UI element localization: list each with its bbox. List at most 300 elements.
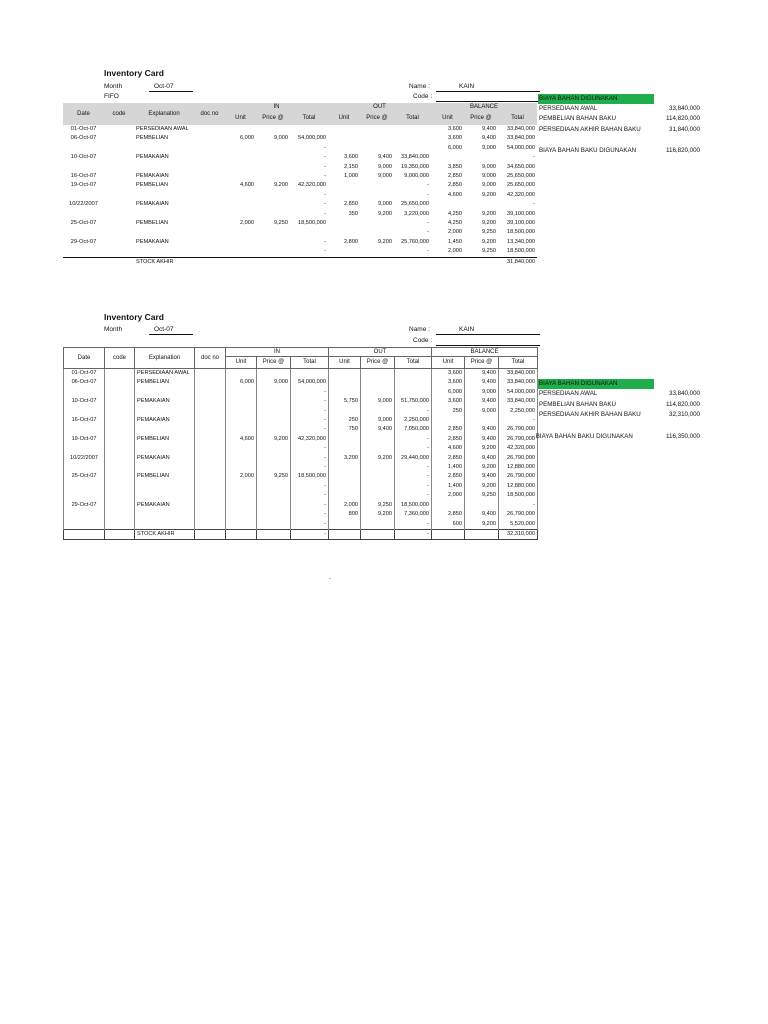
cell-balance-price: 9,400 [465, 454, 499, 463]
name-label: Name : [409, 326, 430, 333]
month-label: Month [104, 83, 123, 90]
cell-balance-total: 33,840,000 [499, 378, 538, 387]
cell-in-unit: 6,000 [226, 378, 257, 387]
cell-in-unit [225, 247, 256, 257]
cell-date [63, 163, 104, 172]
cell-out-unit [329, 369, 361, 379]
cell-date: 19-Oct-07 [64, 435, 105, 444]
table-row [64, 510, 538, 519]
table-row [63, 144, 537, 153]
cell-balance-price: 9,200 [482, 220, 496, 227]
cell-balance-total: 54,000,000 [507, 144, 535, 151]
table-row [63, 200, 537, 209]
cell-out-price: 9,000 [361, 416, 395, 425]
cell-balance-price: 9,400 [465, 510, 499, 519]
table-row [63, 134, 537, 143]
cell-out-total: - [395, 520, 432, 530]
cell-in-price: 9,250 [274, 220, 288, 227]
cell-doc-no [195, 416, 226, 425]
cell-balance-price: 9,400 [465, 378, 499, 387]
cell-out-unit: 350 [348, 210, 358, 217]
inventory-table [63, 347, 538, 540]
table-row [64, 454, 538, 463]
code-underline [436, 101, 540, 102]
cell-in-total: - [291, 501, 329, 510]
cell-out-price: 9,400 [378, 154, 392, 161]
table-row [64, 435, 538, 444]
cell-in-unit [225, 238, 256, 247]
cell-doc-no [194, 144, 225, 153]
cell-in-price [256, 172, 290, 181]
name-underline [436, 91, 540, 92]
summary-row [538, 114, 700, 124]
cell-code [104, 228, 134, 237]
cell-in-total [290, 125, 328, 134]
cell-out-unit [328, 228, 360, 237]
table-row [64, 463, 538, 472]
cell-code [104, 144, 134, 153]
table-row [64, 369, 538, 379]
cell-date: 29-Oct-07 [64, 501, 105, 510]
cell-out-unit: 750 [329, 425, 361, 434]
cell-code [105, 472, 135, 481]
cell-balance-total: 33,840,000 [507, 135, 535, 142]
cell-out-total: 25,760,000 [401, 238, 429, 245]
cell-out-price: 9,200 [378, 238, 392, 245]
cell-explanation: PEMAKAIAN [135, 454, 195, 463]
summary-label: PERSEDIAAN AKHIR BAHAN BAKU [539, 126, 641, 133]
cell-balance-unit: 2,850 [448, 182, 462, 189]
cell-in-total: - [291, 407, 329, 416]
cell-doc-no [194, 181, 225, 190]
cell-balance-unit: 2,850 [432, 425, 465, 434]
cell-in-price [257, 510, 291, 519]
cell-out-total [395, 369, 432, 379]
cell-date [64, 491, 105, 500]
cell-in-price [256, 163, 290, 172]
summary-row [538, 94, 700, 104]
cell-doc-no [194, 172, 225, 181]
cell-balance-price: 9,250 [482, 229, 496, 236]
cell-out-price: 9,400 [361, 425, 395, 434]
summary-row [538, 410, 700, 420]
cell-in-total: - [291, 397, 329, 406]
header-in-unit: Unit [235, 115, 246, 121]
header-balance-total: Total [499, 357, 538, 369]
cell-explanation: PERSEDIAAN AWAL [136, 126, 189, 132]
cell-out-price [361, 482, 395, 491]
header-code: code [112, 111, 126, 117]
cell-explanation [135, 444, 195, 453]
cell-in-price [257, 444, 291, 453]
cell-out-total: - [395, 491, 432, 500]
cell-doc-no [194, 200, 225, 209]
summary-value: 33,840,000 [669, 105, 700, 112]
cell-balance-price: 9,000 [482, 182, 496, 189]
header-code: code [105, 348, 135, 369]
cell-out-total: 33,840,000 [401, 154, 429, 161]
cell-balance-unit [432, 501, 465, 510]
cell-balance-price: 9,200 [482, 191, 496, 198]
summary-label: - BIAYA BAHAN BAKU DIGUNAKAN [532, 433, 633, 440]
summary-row [538, 400, 700, 410]
stock-akhir-row [63, 257, 537, 267]
table-row [64, 520, 538, 530]
cell-doc-no [195, 435, 226, 444]
cell-in-price [257, 482, 291, 491]
cell-out-price: 9,000 [378, 201, 392, 208]
name-label: Name : [409, 83, 430, 90]
header-balance-price: Price @ [465, 357, 499, 369]
header-out-price: Price @ [361, 357, 395, 369]
cell-date [64, 520, 105, 530]
cell-in-price [257, 425, 291, 434]
cell-explanation: PEMBELIAN [136, 135, 169, 142]
cell-out-price: 9,000 [378, 173, 392, 180]
cell-out-unit [329, 482, 361, 491]
cell-in-unit [225, 144, 256, 153]
cell-in-total: 18,500,000 [298, 220, 326, 227]
cell-date [64, 482, 105, 491]
code-label: Code : [413, 337, 433, 344]
cell-in-total: - [291, 482, 329, 491]
cell-balance-unit: 600 [432, 520, 465, 530]
header-out-unit: Unit [338, 115, 350, 121]
table-row [64, 388, 538, 397]
cell-date: 25-Oct-07 [64, 472, 105, 481]
cell-in-total: 54,000,000 [298, 135, 326, 142]
cell-in-price [257, 463, 291, 472]
cell-in-unit [226, 444, 257, 453]
header-explanation: Explanation [135, 348, 195, 369]
cell-out-unit [328, 219, 360, 228]
cell-in-price [256, 191, 290, 200]
table-row [63, 247, 537, 257]
header-balance-unit: Unit [432, 357, 465, 369]
cell-date: 01-Oct-07 [70, 126, 97, 132]
cell-in-total: 42,320,000 [291, 435, 329, 444]
table-row [63, 172, 537, 181]
cell-code [104, 125, 134, 134]
cell-out-price [360, 247, 394, 257]
cell-balance-price: 9,400 [465, 369, 499, 379]
cell-balance-total: 26,790,000 [499, 454, 538, 463]
cell-explanation [135, 407, 195, 416]
cell-out-total: - [427, 248, 429, 255]
cell-out-total: - [395, 482, 432, 491]
cell-out-total [394, 144, 431, 153]
cell-code [104, 200, 134, 209]
month-value: Oct-07 [154, 326, 174, 333]
header-date: Date [64, 348, 105, 369]
cell-out-price [361, 407, 395, 416]
cell-date: 10/22/2007 [64, 454, 105, 463]
cell-out-total: 18,500,000 [395, 501, 432, 510]
cell-date: 10-Oct-07 [70, 154, 97, 161]
cell-balance-unit: 3,600 [432, 369, 465, 379]
header-balance-total: Total [511, 115, 524, 121]
cell-code [105, 388, 135, 397]
header-out-price: Price @ [366, 115, 388, 121]
cell-balance-unit: 2,000 [448, 229, 462, 236]
cell-in-total: - [324, 238, 326, 245]
cell-in-price [257, 454, 291, 463]
header-balance: BALANCE [432, 348, 538, 357]
cell-doc-no [195, 378, 226, 387]
cell-out-price: 9,250 [361, 501, 395, 510]
cell-out-price [361, 491, 395, 500]
stock-akhir-in-total: - [291, 529, 329, 539]
cell-in-unit [226, 407, 257, 416]
cell-out-total: - [395, 463, 432, 472]
cell-in-unit [225, 153, 256, 162]
header-in: IN [226, 348, 329, 357]
cell-explanation [135, 425, 195, 434]
cell-balance-total: 26,790,000 [499, 425, 538, 434]
cell-balance-unit: 4,250 [448, 220, 462, 227]
cell-out-total: 29,440,000 [395, 454, 432, 463]
cell-in-unit [226, 369, 257, 379]
cell-out-total: - [395, 472, 432, 481]
cell-in-price: 9,000 [274, 135, 288, 142]
cell-out-total [395, 378, 432, 387]
summary-label: PEMBELIAN BAHAN BAKU [539, 115, 617, 122]
cell-out-price [361, 463, 395, 472]
cell-balance-unit: 1,450 [448, 238, 462, 245]
cell-balance-total: - [499, 416, 538, 425]
cell-explanation [134, 144, 194, 153]
cell-balance-total: 33,840,000 [499, 369, 538, 379]
stock-akhir-out-total: - [395, 529, 432, 539]
code-label: Code : [413, 93, 433, 100]
cell-out-price: 9,000 [361, 397, 395, 406]
header-in-unit: Unit [226, 357, 257, 369]
header-out: OUT [329, 348, 432, 357]
cell-out-unit: 250 [329, 416, 361, 425]
cell-in-price: 9,200 [257, 435, 291, 444]
cell-in-price [257, 416, 291, 425]
stock-akhir-row [64, 529, 538, 539]
cell-code [104, 210, 134, 219]
cell-balance-unit: 3,600 [448, 135, 462, 142]
table-row [63, 238, 537, 247]
cell-in-price [257, 520, 291, 530]
summary-value: 114,820,000 [666, 401, 700, 408]
summary-value: 33,840,000 [669, 390, 700, 397]
cell-code [104, 247, 134, 257]
cell-out-price [361, 444, 395, 453]
cell-explanation: PEMAKAIAN [136, 201, 169, 208]
cell-balance-unit: 6,000 [448, 144, 462, 151]
cell-balance-price [464, 200, 498, 209]
cell-explanation [134, 228, 194, 237]
cell-out-total [395, 388, 432, 397]
cell-out-price [361, 520, 395, 530]
cell-balance-unit: 3,600 [448, 126, 462, 132]
cell-in-unit [226, 491, 257, 500]
cell-code [105, 454, 135, 463]
header-in-total: Total [302, 115, 316, 121]
cell-code [105, 491, 135, 500]
cell-in-total: - [324, 210, 326, 217]
cell-balance-total: 25,650,000 [507, 173, 535, 180]
table-row [64, 378, 538, 387]
cell-balance-total: 25,650,000 [507, 182, 535, 189]
cell-balance-total: 26,790,000 [499, 435, 538, 444]
summary-label: BIAYA BAHAN DIGUNAKAN [538, 94, 654, 104]
cell-out-unit [328, 247, 360, 257]
cell-balance-unit [432, 416, 465, 425]
cell-code [104, 181, 134, 190]
cell-in-unit [226, 425, 257, 434]
cell-in-unit [226, 388, 257, 397]
cell-in-price [256, 210, 290, 219]
table-row [63, 125, 537, 134]
cell-in-total: - [324, 201, 326, 208]
name-value: KAIN [459, 83, 475, 90]
summary-value: 116,820,000 [666, 147, 700, 154]
cell-in-unit [225, 191, 256, 200]
cell-doc-no [195, 472, 226, 481]
cell-out-unit: 2,150 [344, 163, 358, 170]
cell-in-total: 42,320,000 [298, 182, 326, 189]
cell-out-price: 9,200 [361, 510, 395, 519]
header-out: OUT [373, 104, 386, 110]
cell-date: 16-Oct-07 [64, 416, 105, 425]
cell-in-price [256, 153, 290, 162]
cell-explanation: PEMAKAIAN [136, 173, 169, 180]
cell-out-price [361, 435, 395, 444]
cell-out-unit [329, 520, 361, 530]
cell-in-unit: 4,600 [240, 182, 254, 189]
table-row [63, 191, 537, 200]
cell-explanation: PEMBELIAN [135, 472, 195, 481]
header-in: IN [273, 104, 280, 110]
summary-label: BIAYA BAHAN DIGUNAKAN [538, 379, 654, 389]
cell-code [105, 397, 135, 406]
cell-balance-price: 9,200 [482, 238, 496, 245]
cell-code [105, 369, 135, 379]
cell-code [104, 153, 134, 162]
name-underline [436, 334, 540, 335]
cell-balance-price: 9,000 [482, 144, 496, 151]
cell-out-total: 7,050,000 [395, 425, 432, 434]
cell-balance-unit: 3,850 [448, 163, 462, 170]
cell-in-price: 9,250 [257, 472, 291, 481]
summary-row [532, 432, 700, 442]
cell-out-unit: 5,750 [329, 397, 361, 406]
cell-balance-total: - [533, 201, 535, 208]
cell-date: 10-Oct-07 [64, 397, 105, 406]
cell-in-total: - [291, 463, 329, 472]
month-underline [149, 91, 193, 92]
cell-out-price [361, 388, 395, 397]
cell-explanation: PERSEDIAAN AWAL [135, 369, 195, 379]
header-out-total: Total [395, 357, 432, 369]
cell-code [104, 219, 134, 228]
cell-balance-total: 26,790,000 [499, 472, 538, 481]
cell-balance-total: 12,880,000 [499, 463, 538, 472]
cell-date: 10/22/2007 [68, 201, 98, 208]
cell-date [63, 210, 104, 219]
cell-balance-unit [431, 200, 464, 209]
cell-date [64, 444, 105, 453]
cell-code [105, 416, 135, 425]
cell-explanation: PEMAKAIAN [136, 238, 169, 245]
cell-balance-price: 9,400 [482, 135, 496, 142]
cell-explanation [135, 510, 195, 519]
cell-in-total: - [324, 248, 326, 255]
cell-in-total: - [291, 425, 329, 434]
cell-out-unit [329, 378, 361, 387]
cell-explanation: PEMAKAIAN [135, 501, 195, 510]
cell-doc-no [194, 134, 225, 143]
header-explanation: Explanation [148, 111, 180, 117]
cell-out-unit: 3,600 [344, 154, 358, 161]
cell-date: 29-Oct-07 [70, 238, 97, 245]
header-balance-unit: Unit [442, 115, 453, 121]
cell-explanation: PEMBELIAN [136, 220, 169, 227]
header-out-total: Total [406, 115, 419, 121]
header-doc-no: doc no [200, 111, 219, 117]
cell-doc-no [194, 238, 225, 247]
cell-out-unit [328, 134, 360, 143]
cell-balance-total: 54,000,000 [499, 388, 538, 397]
cell-balance-price: 9,400 [465, 425, 499, 434]
header-balance-price: Price @ [470, 115, 492, 121]
month-value: Oct-07 [154, 83, 174, 90]
cell-balance-unit: 2,850 [432, 454, 465, 463]
cell-in-unit [226, 510, 257, 519]
cell-explanation [134, 191, 194, 200]
cell-balance-total: 12,880,000 [499, 482, 538, 491]
stock-akhir-label: STOCK AKHIR [135, 529, 195, 539]
cell-balance-price [465, 501, 499, 510]
cell-in-unit: 2,000 [226, 472, 257, 481]
cell-code [105, 425, 135, 434]
cell-doc-no [195, 397, 226, 406]
cell-balance-unit: 4,250 [448, 210, 462, 217]
cell-out-unit: 800 [329, 510, 361, 519]
summary-label: BIAYA BAHAN BAKU DIGUNAKAN [539, 147, 637, 154]
table-row [64, 472, 538, 481]
summary-value: 31,840,000 [669, 126, 700, 133]
cell-balance-unit: 1,400 [432, 482, 465, 491]
cell-balance-price: 9,400 [465, 472, 499, 481]
header-in-price: Price @ [262, 115, 284, 121]
cell-in-unit: 2,000 [240, 220, 254, 227]
summary-row [538, 389, 700, 399]
cell-in-total: 54,000,000 [291, 378, 329, 387]
cell-out-total [394, 134, 431, 143]
cell-balance-price: 9,400 [465, 435, 499, 444]
cell-code [105, 444, 135, 453]
cell-balance-price: 9,200 [465, 463, 499, 472]
summary-row [538, 379, 700, 389]
table-row [63, 219, 537, 228]
cell-balance-unit: 3,600 [432, 397, 465, 406]
summary-label: PERSEDIAAN AWAL [539, 390, 598, 397]
cell-out-price [360, 228, 394, 237]
cell-explanation [135, 388, 195, 397]
cell-explanation [135, 463, 195, 472]
cell-in-total: - [291, 491, 329, 500]
cell-out-price: 9,000 [378, 163, 392, 170]
cell-out-price: 9,200 [361, 454, 395, 463]
cell-balance-price: 9,000 [482, 173, 496, 180]
cell-doc-no [194, 163, 225, 172]
cell-out-unit: 2,800 [344, 238, 358, 245]
